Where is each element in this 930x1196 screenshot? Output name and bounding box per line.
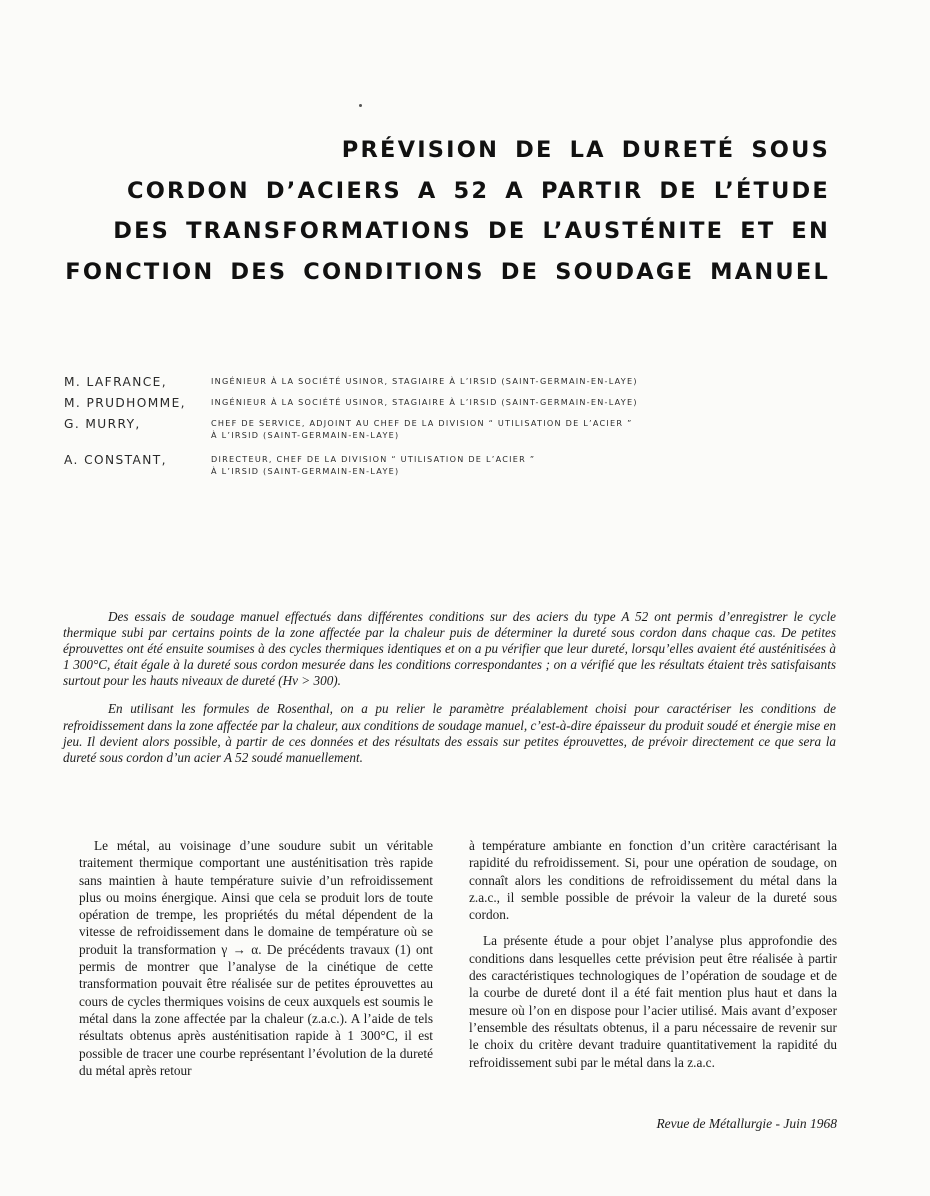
author-entry [64,375,864,396]
author-name: M. LAFRANCE, [64,375,167,389]
author-list [64,375,864,483]
body-paragraph: Le métal, au voisinage d’une soudure subit un véritable traitement thermique comportant une austénitisation très rapide sans maintien à haute température suivie d’un refroidissement plus ou moins énergique. Ainsi que cela se produit lors de toute opération de trempe, les propriétés du métal dépendent de la vitesse de refroidissement dans le domaine de température où se produit la transformation γ → α. De précédents travaux (1) ont permis de montrer que l’analyse de la cinétique de cette transformation pouvait être réalisée sur de petites éprouvettes au cours de cycles thermiques voisins de ceux auxquels est soumis le métal dans la zone affectée par la chaleur (z.a.c.). A l’aide de tels résultats obtenus après austénitisation rapide à 1 300°C, il est possible de tracer une courbe représentant l’évolution de la dureté du métal après retour [79,838,433,1078]
author-affiliation [211,396,864,408]
affiliation-line: À L’IRSID (SAINT-GERMAIN-EN-LAYE) [211,430,400,440]
speck-mark [359,104,362,107]
affiliation-line: INGÉNIEUR À LA SOCIÉTÉ USINOR, STAGIAIRE À L’IRSID (SAINT-GERMAIN-EN-LAYE) [211,397,638,407]
article-title [50,130,830,292]
abstract [63,609,836,766]
title-line: CORDON D’ACIERS A 52 A PARTIR DE L’ÉTUDE [127,177,830,204]
body-column-left [79,837,433,1079]
author-affiliation [211,453,864,477]
author-affiliation [211,375,864,387]
affiliation-line: DIRECTEUR, CHEF DE LA DIVISION “ UTILISATION DE L’ACIER ” [211,454,536,464]
body-paragraph: La présente étude a pour objet l’analyse plus approfondie des conditions dans lesquelles cette prévision peut être réalisée à partir des caractéristiques technologiques de l’opération de soudage et de la courbe de dureté dont il a été fait mention plus haut et dans la mesure où l’on en dispose pour l’acier utilisé. Mais avant d’exposer l’ensemble des résultats obtenus, il a paru nécessaire de revenir sur le choix du critère devant traduire quantitativement la rapidité du refroidissement subi par le métal dans la z.a.c. [469,933,837,1070]
abstract-paragraph: En utilisant les formules de Rosenthal, on a pu relier le paramètre préalablement choisi pour caractériser les conditions de refroidissement dans la zone affectée par la chaleur, aux conditions de soudage manuel, c’est-à-dire épaisseur du produit soudé et énergie mise en jeu. Il devient alors possible, à partir de ces données et des résultats des essais sur petites éprouvettes, de prévoir directement ce que sera la dureté sous cordon d’un acier A 52 soudé manuellement. [63,701,836,765]
author-entry [64,453,864,483]
body-paragraph: à température ambiante en fonction d’un critère caractérisant la rapidité du refroidissement. Si, pour une opération de soudage, on connaît alors les conditions de refroidissement du métal dans la z.a.c., il semble possible de prévoir la valeur de la dureté sous cordon. [469,838,837,923]
author-entry [64,417,864,453]
title-line: FONCTION DES CONDITIONS DE SOUDAGE MANUEL [65,258,830,285]
author-name: G. MURRY, [64,417,141,431]
affiliation-line: CHEF DE SERVICE, ADJOINT AU CHEF DE LA DIVISION “ UTILISATION DE L’ACIER ” [211,418,633,428]
journal-footer: Revue de Métallurgie - Juin 1968 [656,1116,837,1131]
author-entry [64,396,864,417]
body-column-right [469,837,837,1071]
author-name: A. CONSTANT, [64,453,167,467]
affiliation-line: INGÉNIEUR À LA SOCIÉTÉ USINOR, STAGIAIRE À L’IRSID (SAINT-GERMAIN-EN-LAYE) [211,376,638,386]
author-name: M. PRUDHOMME, [64,396,186,410]
title-line: DES TRANSFORMATIONS DE L’AUSTÉNITE ET EN [113,218,830,244]
affiliation-line: À L’IRSID (SAINT-GERMAIN-EN-LAYE) [211,466,400,476]
author-affiliation [211,417,864,441]
abstract-paragraph: Des essais de soudage manuel effectués dans différentes conditions sur des aciers du type A 52 ont permis d’enregistrer le cycle thermique subi par certains points de la zone affectée par la chaleur puis de déterminer la dureté sous cordon dans chaque cas. De petites éprouvettes ont été ensuite soumises à des cycles thermiques identiques et on a pu vérifier que leur dureté, lorsqu’elles avaient été austénitisées à 1 300°C, était égale à la dureté sous cordon mesurée dans les conditions correspondantes ; on a vérifié que les résultats étaient très satisfaisants surtout pour les hauts niveaux de dureté (Hv > 300). [63,609,836,689]
title-line: PRÉVISION DE LA DURETÉ SOUS [341,137,830,163]
